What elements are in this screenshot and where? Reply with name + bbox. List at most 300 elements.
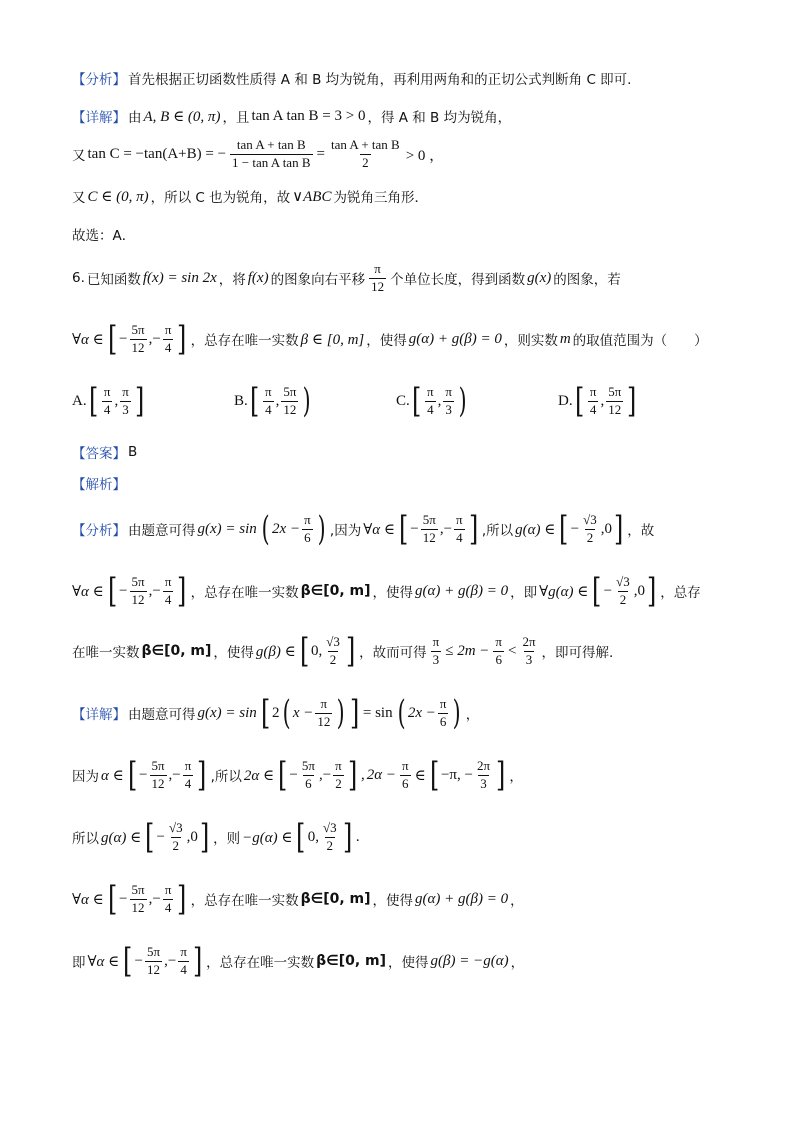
option-b[interactable] (234, 381, 396, 421)
numerator: π (495, 633, 502, 649)
analysis-label: 【分析】 (72, 72, 126, 88)
denominator: 6 (495, 651, 502, 667)
denominator: 6 (439, 713, 447, 729)
minus: − (443, 520, 453, 537)
interval (590, 571, 658, 611)
denominator: 3 (525, 651, 533, 667)
fraction (149, 759, 166, 792)
detail6-line3 (72, 817, 360, 857)
fraction (102, 385, 113, 418)
minus: − (119, 890, 128, 907)
denominator: 2 (172, 837, 180, 853)
text: ，即可得解. (541, 645, 614, 661)
denominator: 2 (326, 837, 334, 853)
bracket: ] (347, 755, 358, 795)
denominator: 4 (164, 339, 172, 355)
denominator: 4 (180, 961, 187, 977)
math: g(x) = sin (197, 704, 257, 721)
numerator: π (180, 943, 187, 959)
answer-line (72, 442, 137, 462)
math: β ∈ [0, m] (300, 331, 365, 348)
question6-line2 (72, 319, 708, 359)
denominator: 3 (480, 775, 487, 791)
numerator: 2π (522, 633, 536, 649)
math: g(α) ∈ (101, 829, 142, 846)
fraction (230, 138, 312, 171)
text: ,所以 (481, 523, 514, 539)
numerator: 5π (608, 383, 622, 399)
option-letter: C. (396, 392, 410, 409)
bracket: [ (429, 755, 439, 795)
fraction (183, 759, 194, 792)
bracket: ] (177, 879, 187, 919)
fraction (431, 635, 442, 668)
text: ，则 (213, 831, 241, 847)
bracket: ] (134, 381, 145, 421)
fraction (281, 385, 298, 418)
bracket: ] (199, 817, 210, 857)
text: 的图象向右平移 (270, 272, 366, 289)
bracket: [ (145, 817, 155, 857)
text: 在唯一实数 (72, 645, 140, 661)
numerator: π (164, 881, 172, 897)
fraction (167, 821, 185, 854)
numerator: π (445, 383, 452, 399)
math-bold: β∈[0, m] (316, 953, 387, 969)
fraction (333, 759, 344, 792)
denominator: 4 (589, 401, 597, 417)
interval (126, 755, 209, 795)
denominator: 4 (265, 401, 272, 417)
math: C ∈ (0, π) (87, 188, 149, 205)
comma: , (437, 392, 442, 409)
denominator: 12 (317, 713, 331, 729)
detail5-line4 (72, 224, 135, 244)
comma: , (148, 330, 153, 347)
interval (248, 381, 314, 421)
detail-label: 【详解】 (72, 110, 126, 126)
bracket: ] (496, 755, 506, 795)
detail6-line5 (72, 941, 525, 981)
minus: − (119, 582, 128, 599)
math: m (559, 330, 571, 347)
math: ∀α ∈ (363, 521, 395, 538)
bracket: ] (177, 319, 187, 359)
numerator: π (589, 383, 597, 399)
numerator: 5π (151, 757, 165, 773)
option-d[interactable] (558, 381, 720, 421)
math: ≤ 2m − (445, 642, 490, 659)
parse-line (72, 473, 126, 493)
fraction (369, 262, 386, 295)
detail6-line1 (72, 693, 480, 733)
math: g(α) + g(β) = 0 (408, 330, 502, 347)
paren-group (395, 693, 464, 733)
comma: , (148, 890, 153, 907)
fraction (475, 759, 492, 792)
bracket: ] (627, 381, 637, 421)
denominator: 12 (422, 529, 436, 545)
comma: , (186, 828, 191, 845)
numerator: √3 (583, 511, 597, 527)
text: ，总存在唯一实数 (190, 585, 299, 601)
text: ，则实数 (503, 333, 558, 349)
minus: − (152, 890, 161, 907)
period: . (355, 828, 360, 845)
denominator: 3 (122, 401, 129, 417)
interval (106, 879, 189, 919)
text: ，使得 (372, 585, 414, 601)
options-row (72, 381, 720, 421)
minus: − (152, 582, 161, 599)
text: 由 (128, 110, 142, 126)
text: ，得 A 和 B 均为锐角， (367, 110, 512, 126)
denominator: 12 (131, 591, 145, 607)
detail5-line1 (72, 106, 511, 126)
math: < (507, 642, 517, 659)
paren-group (259, 509, 328, 549)
math: g(β) ∈ (255, 643, 296, 660)
bracket: [ (123, 941, 133, 981)
text: ，总存在唯一实数 (190, 893, 299, 909)
text: ，所以 C 也为锐角，故 (150, 190, 291, 206)
fraction (263, 385, 274, 418)
bracket: [ (574, 381, 584, 421)
math: 2x − (272, 520, 301, 537)
fraction (120, 385, 131, 418)
numerator: π (304, 511, 311, 527)
interval (573, 381, 639, 421)
numerator: 5π (422, 511, 436, 527)
bracket: [ (411, 381, 422, 421)
interval (410, 381, 469, 421)
denominator: 2 (329, 651, 337, 667)
text: ， (509, 769, 523, 785)
paren: ( (282, 693, 291, 733)
comma: , (114, 392, 119, 409)
math: 2 (272, 704, 280, 721)
fraction (520, 635, 537, 668)
text: 的图象，若 (553, 272, 621, 289)
minus: − (322, 766, 332, 783)
denominator: 4 (456, 529, 463, 545)
math: f(x) (247, 269, 269, 286)
denominator: 4 (184, 775, 192, 791)
numerator: π (427, 383, 434, 399)
interval (557, 509, 625, 549)
fraction (163, 323, 174, 356)
math-bold: β∈[0, m] (141, 643, 212, 659)
numerator: π (265, 383, 272, 399)
math: g(x) (527, 269, 552, 286)
math-bold: β∈[0, m] (300, 891, 371, 907)
interval (121, 941, 204, 981)
interval (87, 381, 146, 421)
fraction (421, 513, 438, 546)
minus: − (167, 952, 177, 969)
comma: , (164, 952, 168, 969)
text: 即 (72, 955, 86, 971)
numerator: 5π (301, 757, 315, 773)
text: ,因为 (329, 523, 362, 539)
comma: , (633, 582, 638, 599)
text: 因为 (72, 769, 99, 785)
zero: 0 (307, 828, 316, 845)
bracket-group (259, 693, 361, 733)
paren: ( (261, 509, 270, 549)
math: g(α) + g(β) = 0 (415, 890, 509, 907)
interval (276, 755, 359, 795)
interval (106, 571, 189, 611)
fraction (588, 385, 599, 418)
text: ，故 (627, 523, 655, 539)
denominator: 6 (304, 529, 311, 545)
text: 已知函数 (86, 272, 141, 289)
math: ∀α ∈ (72, 331, 104, 348)
analysis-label: 【分析】 (72, 523, 126, 539)
bracket: ] (614, 509, 624, 549)
math: g(x) = sin (197, 520, 257, 537)
text: 所以 (72, 831, 99, 847)
paren: ) (336, 693, 345, 733)
parse-label: 【解析】 (72, 477, 126, 493)
denominator: 2 (335, 775, 342, 791)
bracket: [ (296, 817, 306, 857)
math: x − (292, 704, 314, 721)
option-a[interactable] (72, 381, 234, 421)
numerator: tan A + tan B (330, 137, 400, 152)
bracket: [ (107, 571, 118, 611)
paren: ( (397, 693, 406, 733)
text: ，总存在唯一实数 (206, 955, 315, 971)
math: tan C = −tan(A+B) = − (87, 145, 227, 162)
text: 由题意可得 (128, 523, 196, 539)
math: ∀α ∈ (72, 583, 104, 600)
fraction (321, 821, 339, 854)
bracket: [ (88, 381, 98, 421)
analysis-text: 首先根据正切函数性质得 A 和 B 均为锐角，再利用两角和的正切公式判断角 C 即可. (128, 72, 632, 88)
zero: 0 (190, 828, 198, 845)
interval (298, 631, 357, 671)
text: ，故而可得 (359, 645, 427, 661)
denominator: 12 (371, 278, 385, 294)
bracket: [ (299, 631, 309, 671)
denominator: 4 (103, 401, 111, 417)
math: g(α) ∈ (515, 521, 556, 538)
math: g(β) = −g(α) (430, 952, 509, 969)
denominator: 4 (164, 899, 172, 915)
option-letter: D. (558, 392, 573, 409)
text: 由题意可得 (128, 707, 196, 723)
text: ，使得 (372, 893, 414, 909)
bracket: ] (342, 817, 352, 857)
math: > 0 ， (405, 147, 445, 164)
fraction (493, 635, 504, 668)
analysis6-line1 (72, 509, 655, 549)
text: 为锐角三角形． (333, 190, 428, 206)
minus: − (139, 766, 148, 783)
bracket: [ (127, 755, 138, 795)
numerator: π (320, 695, 328, 711)
interval (294, 817, 353, 857)
text: 又 (72, 190, 86, 206)
comma: , (600, 520, 605, 537)
text: ，使得 (366, 333, 407, 349)
bracket: [ (107, 319, 118, 359)
interval (397, 509, 480, 549)
denominator: 12 (131, 339, 145, 355)
numerator: π (432, 633, 440, 649)
fraction (302, 513, 313, 546)
math: 2α ∈ (243, 767, 275, 784)
minus: − (570, 520, 580, 537)
minus: − (119, 330, 128, 347)
math: ∀α ∈ (72, 891, 104, 908)
fraction (163, 883, 174, 916)
fraction (324, 635, 342, 668)
numerator: 5π (283, 383, 297, 399)
paren: ) (317, 509, 326, 549)
fraction (454, 513, 465, 546)
bracket: [ (559, 509, 569, 549)
math: g(α) + g(β) = 0 (415, 582, 509, 599)
text: 的取值范围为（ ） (572, 333, 708, 349)
comma: , (318, 642, 323, 659)
interval (106, 319, 189, 359)
math-bold: β∈[0, m] (300, 583, 371, 599)
bracket: ] (197, 755, 207, 795)
math: = (316, 145, 325, 162)
math: −π, − (440, 766, 473, 783)
numerator: √3 (322, 819, 337, 835)
math: f(x) = sin 2x (142, 269, 217, 286)
question6-line1 (72, 262, 621, 295)
comma: , (315, 828, 319, 845)
denominator: 6 (402, 775, 409, 791)
numerator: √3 (168, 819, 183, 835)
numerator: π (335, 757, 342, 773)
interval (428, 755, 508, 795)
zero: 0 (637, 582, 646, 599)
numerator: tan A + tan B (236, 137, 306, 152)
fraction (425, 385, 436, 418)
question-number: 6. (72, 270, 85, 287)
denominator: 12 (131, 899, 145, 915)
text: ， (510, 955, 525, 971)
fraction (130, 575, 147, 608)
numerator: π (122, 383, 129, 399)
text: 个单位长度，得到函数 (390, 272, 526, 289)
comma: , (148, 582, 153, 599)
denominator: 12 (147, 961, 161, 977)
minus: − (134, 952, 144, 969)
fraction (606, 385, 623, 418)
text: ，使得 (388, 955, 429, 971)
denominator: 3 (432, 651, 440, 667)
numerator: π (439, 695, 447, 711)
text: ，且 (222, 110, 250, 126)
minus: − (152, 330, 161, 347)
math: 2α − (366, 766, 397, 783)
detail6-line2 (72, 755, 523, 795)
detail6-line4 (72, 879, 524, 919)
numerator: π (103, 383, 111, 399)
math: = sin (362, 704, 393, 721)
math: ∀α ∈ (87, 953, 120, 970)
option-letter: A. (72, 392, 87, 409)
comma: , (275, 392, 280, 409)
math: A, B ∈ (0, π) (143, 108, 221, 125)
bracket: ] (647, 571, 657, 611)
zero: 0 (604, 520, 613, 537)
comma: , (318, 766, 323, 783)
paren: ) (453, 693, 462, 733)
denominator: 3 (445, 401, 452, 417)
paren: ) (303, 381, 312, 421)
text: 又 (72, 148, 86, 165)
denominator: 1 − tan A tan B (232, 154, 311, 170)
bracket: ] (192, 941, 203, 981)
denominator: 12 (283, 401, 297, 417)
text: ，将 (218, 272, 246, 289)
denominator: 6 (305, 775, 312, 791)
math: ∀g(α) ∈ (539, 583, 589, 600)
option-c[interactable] (396, 381, 558, 421)
choice-text: 故选：A． (72, 228, 136, 244)
minus: − (410, 520, 419, 537)
math: −g(α) ∈ (242, 829, 293, 846)
numerator: π (164, 573, 172, 589)
text: ，使得 (213, 645, 254, 661)
math: ∨ABC (292, 188, 332, 205)
numerator: √3 (616, 573, 630, 589)
answer-value: B (128, 444, 138, 460)
math: ∈ (414, 767, 426, 784)
denominator: 4 (427, 401, 434, 417)
interval (143, 817, 211, 857)
numerator: π (456, 511, 463, 527)
math: α ∈ (101, 767, 124, 784)
bracket: ] (349, 693, 359, 733)
bracket: [ (592, 571, 602, 611)
minus: − (172, 766, 181, 783)
bracket: [ (398, 509, 409, 549)
bracket: [ (107, 879, 118, 919)
fraction (145, 945, 162, 978)
paren: ) (458, 381, 467, 421)
math: 2x − (407, 704, 436, 721)
paren-group (280, 693, 348, 733)
comma: , (600, 392, 605, 409)
fraction (300, 759, 317, 792)
denominator: 12 (151, 775, 165, 791)
numerator: π (164, 321, 172, 337)
comma: , (439, 520, 444, 537)
denominator: 4 (164, 591, 172, 607)
bracket: ] (345, 631, 356, 671)
detail5-line2 (72, 138, 444, 171)
fraction (329, 138, 402, 171)
bracket: ] (177, 571, 187, 611)
minus: − (603, 582, 613, 599)
comma: , (361, 766, 365, 783)
bracket: [ (249, 381, 260, 421)
fraction (315, 697, 332, 730)
fraction (443, 385, 454, 418)
comma: , (168, 766, 173, 783)
text: ， (510, 893, 524, 909)
math: tan A tan B = 3 > 0 (251, 107, 366, 124)
